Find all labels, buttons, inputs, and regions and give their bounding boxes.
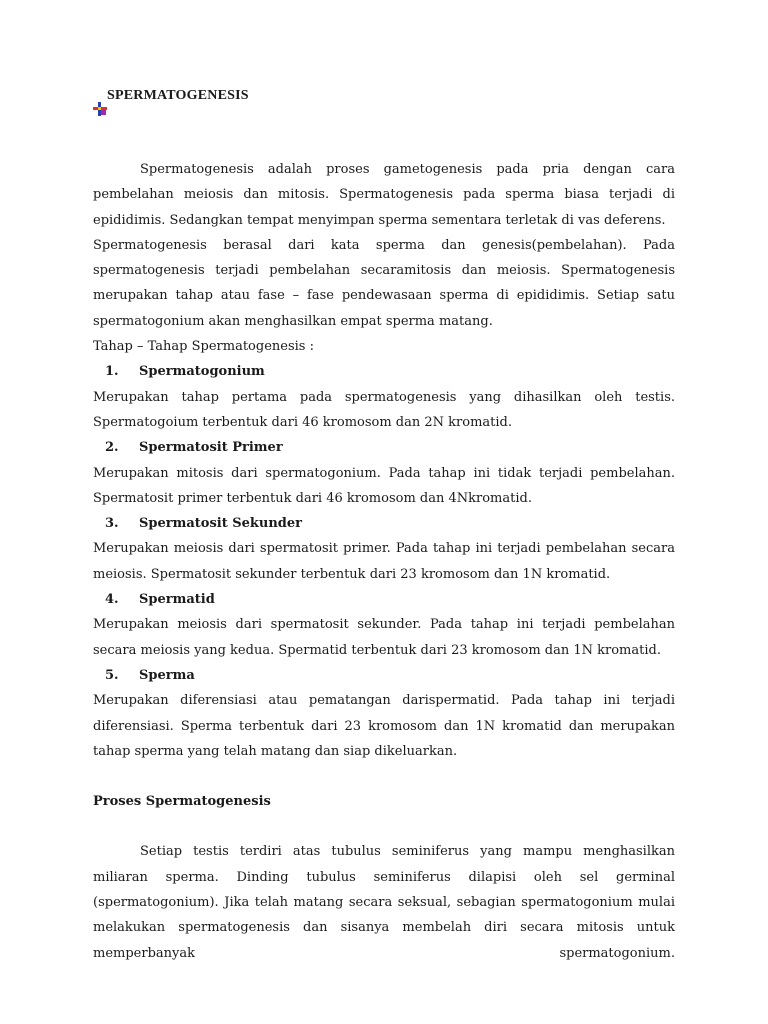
- document-title: SPERMATOGENESIS: [107, 88, 249, 103]
- stage-description-4: Merupakan meiosis dari spermatosit sekunder. Pada tahap ini terjadi pembelahan secara meiosis yang kedua. Spermatid terbentuk dari 23 kromosom dan 1N kromatid.: [93, 617, 675, 658]
- stage-name: Spermatogonium: [139, 364, 265, 380]
- intro-paragraph-1: Spermatogenesis adalah proses gametogenesis pada pria dengan cara pembelahan meiosis dan mitosis. Spermatogenesis pada sperma biasa terjadi di epididimis. Sedangkan tempat menyimpan sperma sementara terletak di vas deferens.: [93, 162, 675, 228]
- stage-name: Spermatosit Sekunder: [139, 516, 303, 532]
- stage-name: Sperma: [139, 667, 195, 683]
- stage-number: 2.: [105, 440, 119, 456]
- document-body: [93, 157, 675, 966]
- stage-heading-4: [93, 587, 675, 612]
- stage-number: 4.: [105, 592, 119, 608]
- stage-name: Spermatosit Primer: [139, 440, 283, 456]
- stage-heading-5: [93, 663, 675, 688]
- stage-number: 3.: [105, 516, 119, 532]
- section-spacer: [93, 764, 675, 789]
- stage-description-5: Merupakan diferensiasi atau pematangan darispermatid. Pada tahap ini terjadi diferensiasi. Sperma terbentuk dari 23 kromosom dan 1N kromatid dan merupakan tahap sperma yang telah matang dan siap dikeluarkan.: [93, 693, 675, 759]
- stage-description-2: Merupakan mitosis dari spermatogonium. Pada tahap ini tidak terjadi pembelahan. Spermatosit primer terbentuk dari 46 kromosom dan 4Nkromatid.: [93, 465, 675, 506]
- stage-number: 1.: [105, 364, 119, 380]
- document-title-row: [93, 88, 393, 118]
- process-paragraph-1: Setiap testis terdiri atas tubulus seminiferus yang mampu menghasilkan miliaran sperma. Dinding tubulus seminiferus dilapisi oleh sel germinal (spermatogonium). Jika telah matang secara seksual, sebagian spermatogonium mulai melakukan spermatogenesis dan sisanya membelah diri secara mitosis untuk memperbanyak spermatogonium.: [93, 844, 675, 961]
- stage-heading-3: [93, 511, 675, 536]
- stage-description-3: Merupakan meiosis dari spermatosit primer. Pada tahap ini terjadi pembelahan secara meiosis. Spermatosit sekunder terbentuk dari 23 kromosom dan 1N kromatid.: [93, 541, 675, 582]
- stage-description-1: Merupakan tahap pertama pada spermatogenesis yang dihasilkan oleh testis. Spermatogoium terbentuk dari 46 kromosom dan 2N kromatid.: [93, 389, 675, 430]
- section-spacer: [93, 814, 675, 839]
- process-heading: Proses Spermatogenesis: [93, 794, 271, 810]
- stage-heading-1: [93, 359, 675, 384]
- stage-heading-2: [93, 435, 675, 460]
- intro-paragraph-2: Spermatogenesis berasal dari kata sperma dan genesis(pembelahan). Pada spermatogenesis terjadi pembelahan secaramitosis dan meiosis. Spermatogenesis merupakan tahap atau fase – fase pendewasaan sperma di epididimis. Setiap satu spermatogonium akan menghasilkan empat sperma matang.: [93, 237, 675, 329]
- stage-number: 5.: [105, 667, 119, 683]
- stage-name: Spermatid: [139, 592, 215, 608]
- page-marker-icon: [93, 102, 107, 116]
- stages-label: Tahap – Tahap Spermatogenesis :: [93, 339, 314, 355]
